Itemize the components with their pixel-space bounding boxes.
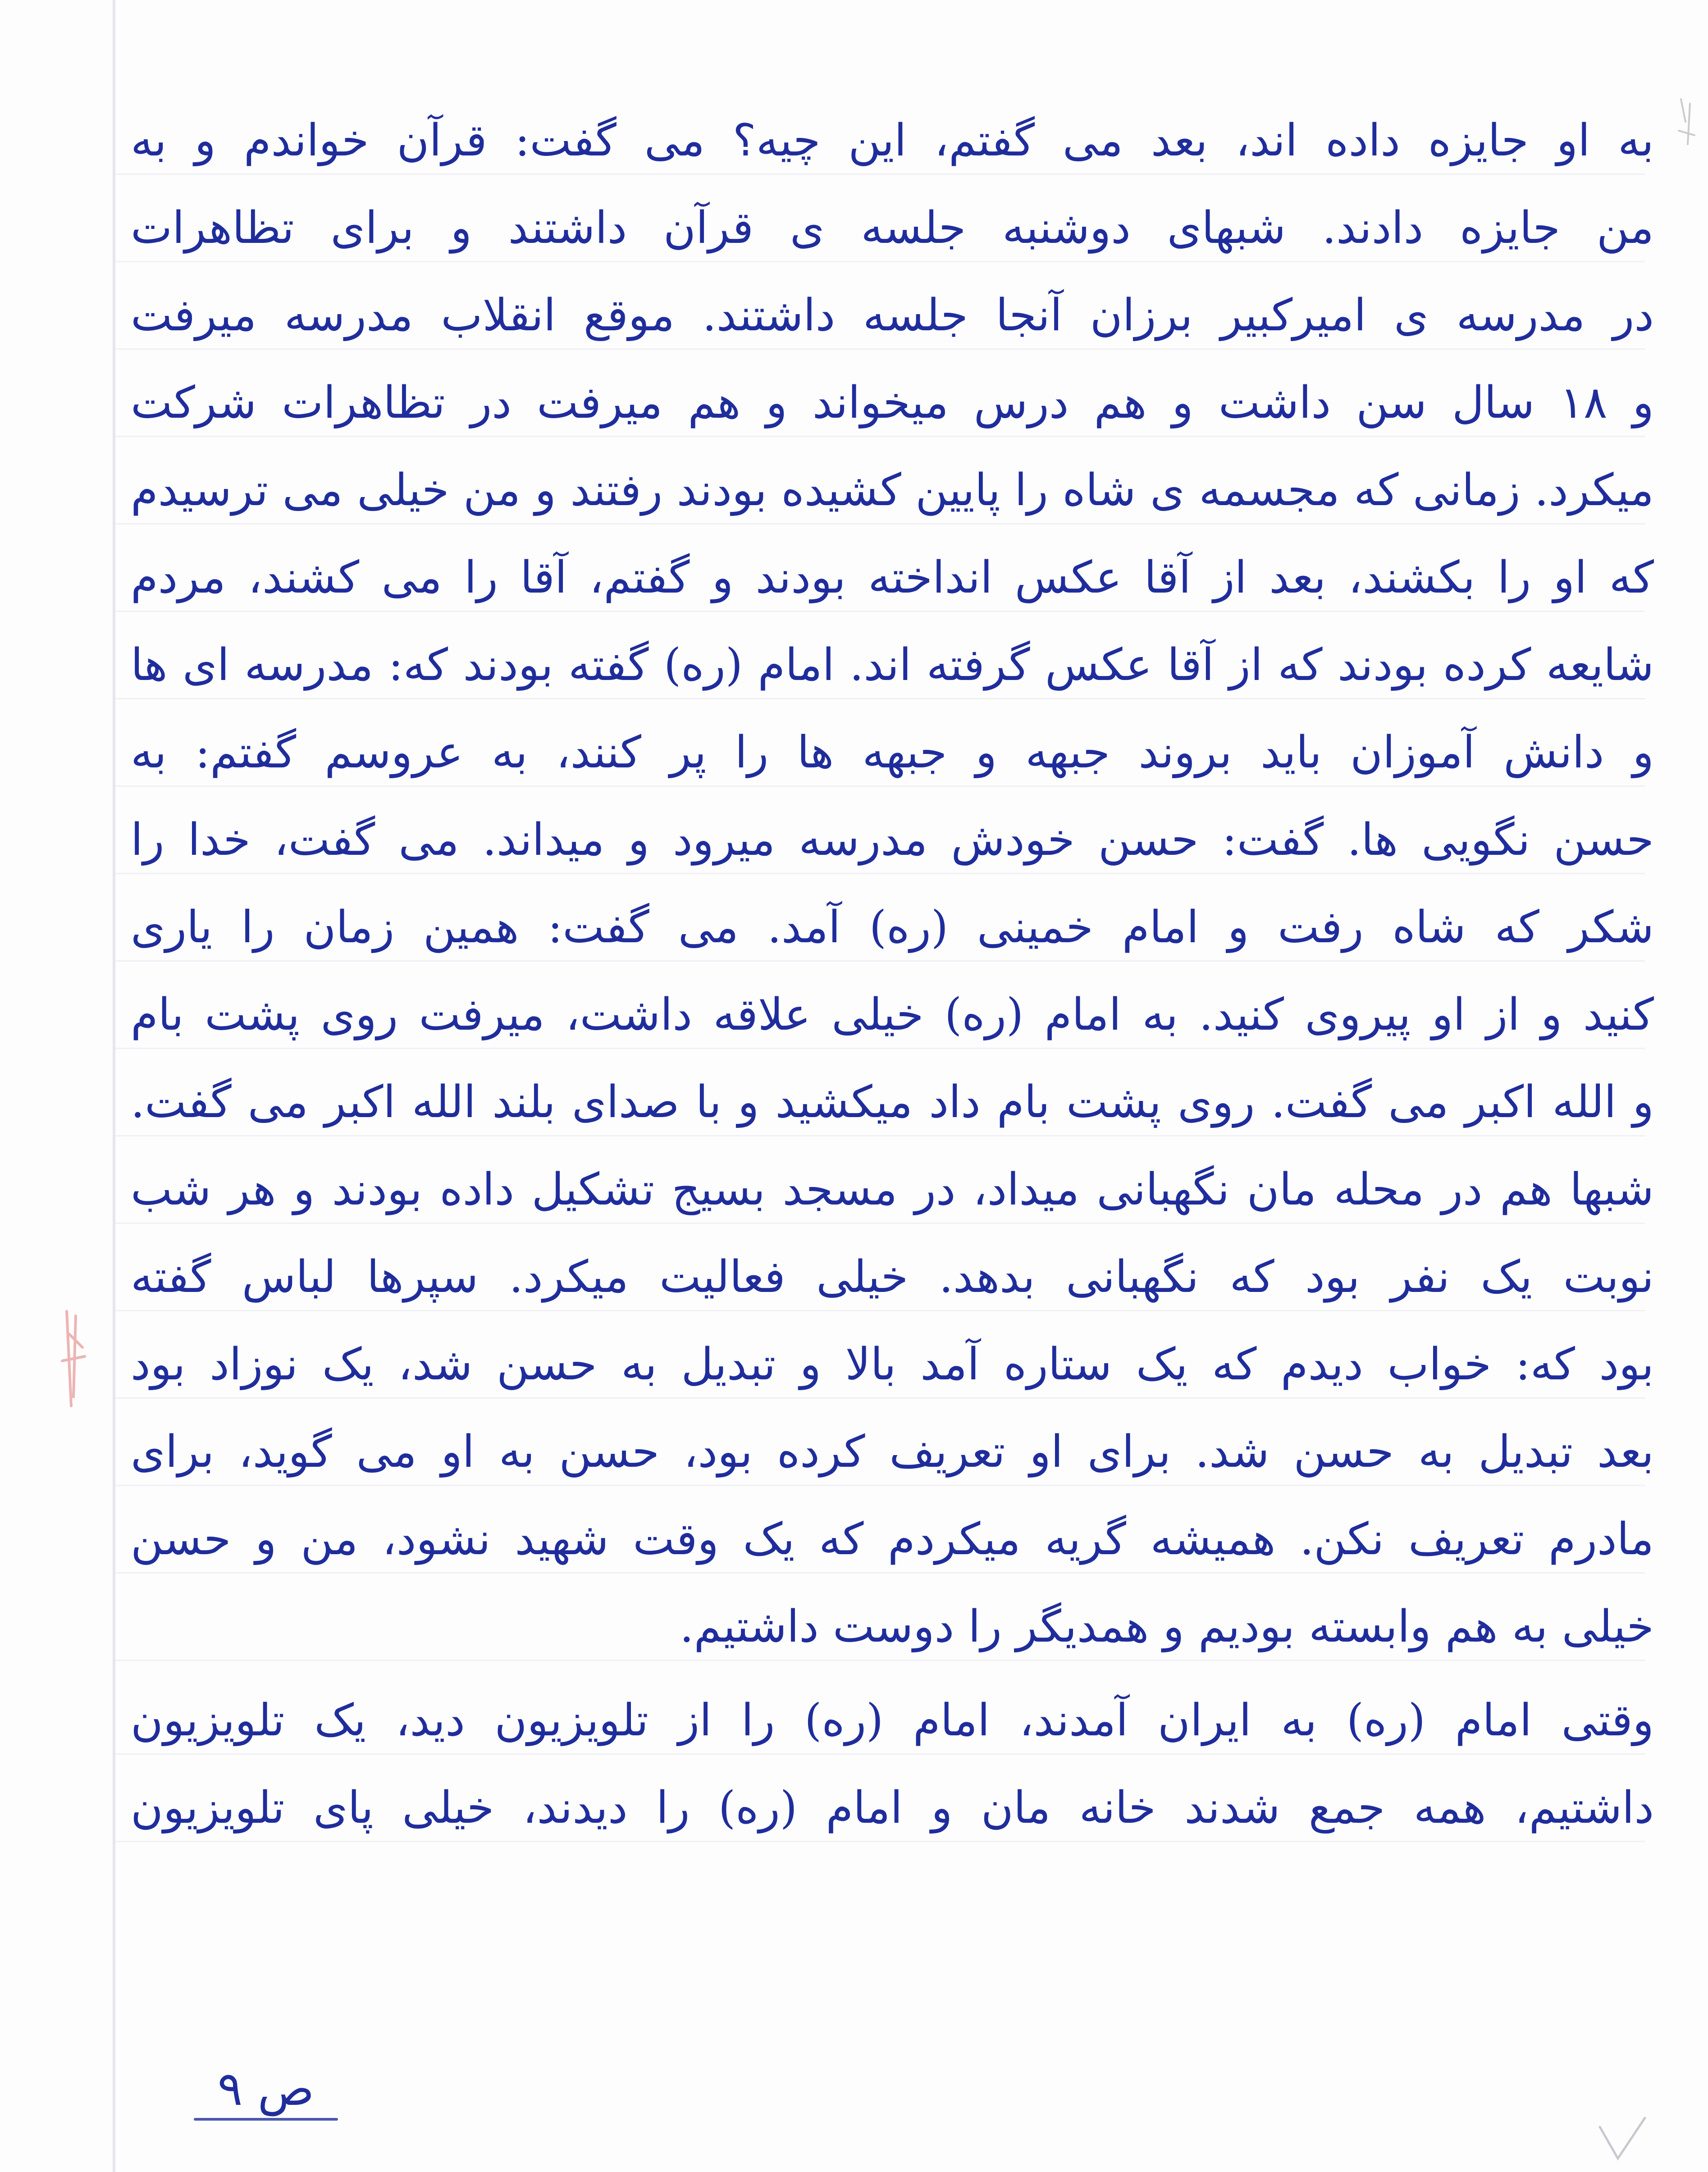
text-line: شکر که شاه رفت و امام خمینی (ره) آمد. می گفت: همین زمان را یاری <box>131 902 1654 953</box>
text-line: مادرم تعریف نکن. همیشه گریه میکردم که یک وقت شهید نشود، من و حسن <box>131 1514 1654 1565</box>
page-number: ص ۹ <box>217 2061 315 2116</box>
text-line: بعد تبدیل به حسن شد. برای او تعریف کرده بود، حسن به او می گوید، برای <box>131 1426 1654 1478</box>
handwritten-text <box>131 97 1654 1852</box>
red-pencil-mark <box>58 1307 89 1410</box>
text-line: میکرد. زمانی که مجسمه ی شاه را پایین کشیده بودند رفتند و من خیلی می ترسیدم <box>131 465 1654 516</box>
text-line: به او جایزه داده اند، بعد می گفتم، این چیه؟ می گفت: قرآن خواندم و به <box>131 115 1654 166</box>
margin-line <box>113 0 115 2172</box>
text-line: داشتیم، همه جمع شدند خانه مان و امام (ره) را دیدند، خیلی پای تلویزیون <box>131 1782 1654 1834</box>
edge-smudge <box>1676 95 1699 149</box>
corner-tick-mark <box>1595 2113 1649 2163</box>
text-line: در مدرسه ی امیرکبیر برزان آنجا جلسه داشتند. موقع انقلاب مدرسه میرفت <box>131 290 1654 341</box>
page-number-underline <box>194 2118 338 2121</box>
text-line: شایعه کرده بودند که از آقا عکس گرفته اند. امام (ره) گفته بودند که: مدرسه ای ها <box>131 639 1654 691</box>
text-line: که او را بکشند، بعد از آقا عکس انداخته بودند و گفتم، آقا را می کشند، مردم <box>131 552 1654 603</box>
text-line: شبها هم در محله مان نگهبانی میداد، در مسجد بسیج تشکیل داده بودند و هر شب <box>131 1164 1654 1215</box>
text-line: و ۱۸ سال سن داشت و هم درس میخواند و هم میرفت در تظاهرات شرکت <box>131 377 1654 429</box>
text-line: نوبت یک نفر بود که نگهبانی بدهد. خیلی فعالیت میکرد. سپرها لباس گفته <box>131 1251 1654 1303</box>
text-line: من جایزه دادند. شبهای دوشنبه جلسه ی قرآن داشتند و برای تظاهرات <box>131 202 1654 254</box>
text-line: خیلی به هم وابسته بودیم و همدیگر را دوست داشتیم. <box>680 1601 1654 1652</box>
text-line: و الله اکبر می گفت. روی پشت بام داد میکشید و با صدای بلند الله اکبر می گفت. <box>131 1077 1654 1128</box>
text-line: بود که: خواب دیدم که یک ستاره آمد بالا و تبدیل به حسن شد، یک نوزاد بود <box>131 1339 1654 1390</box>
text-line: حسن نگویی ها. گفت: حسن خودش مدرسه میرود و میداند. می گفت، خدا را <box>131 814 1654 866</box>
text-line: وقتی امام (ره) به ایران آمدند، امام (ره) را از تلویزیون دید، یک تلویزیون <box>131 1695 1654 1746</box>
text-line: و دانش آموزان باید بروند جبهه و جبهه ها را پر کنند، به عروسم گفتم: به <box>131 727 1654 778</box>
text-line: کنید و از او پیروی کنید. به امام (ره) خیلی علاقه داشت، میرفت روی پشت بام <box>131 989 1654 1040</box>
